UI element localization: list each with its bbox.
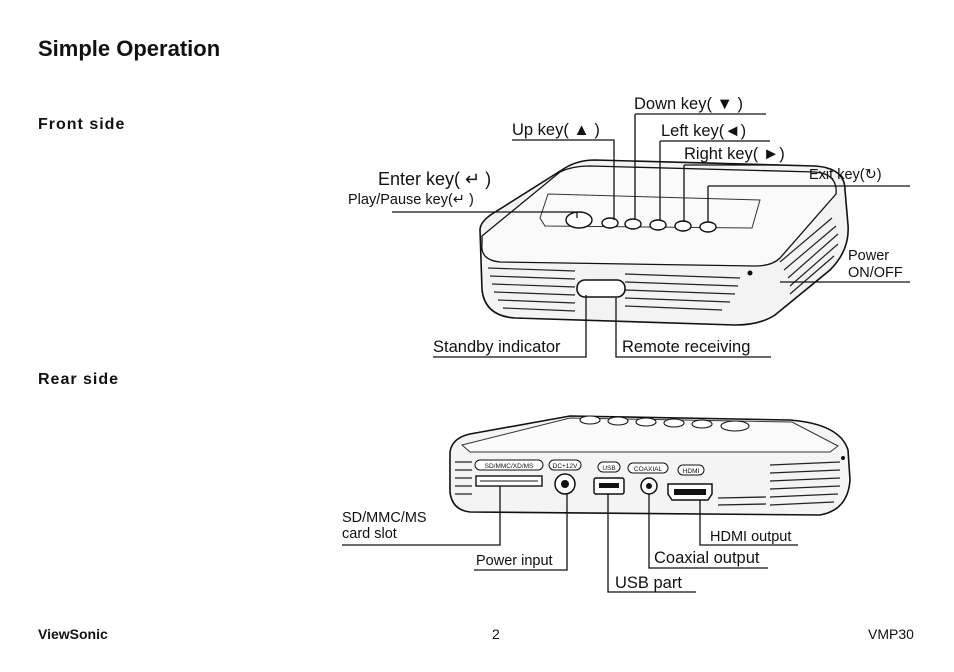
label-right-key: Right key( ►): [684, 145, 785, 163]
label-remote-receiving: Remote receiving: [622, 338, 751, 356]
label-down-key: Down key( ▼ ): [634, 95, 743, 113]
label-power-input: Power input: [476, 553, 553, 569]
front-device-illustration: [340, 90, 930, 360]
rear-device-illustration: [340, 405, 860, 600]
rear-mark-usb: USB: [602, 465, 616, 472]
page-title: Simple Operation: [38, 36, 221, 61]
section-heading-rear: Rear side: [38, 371, 120, 388]
rear-mark-coaxial: COAXIAL: [633, 466, 663, 473]
label-card-slot-line1: SD/MMC/MS: [342, 510, 427, 526]
section-heading-front: Front side: [38, 116, 126, 133]
front-ir-window: [577, 280, 625, 297]
rear-mark-hdmi: HDMI: [682, 468, 700, 475]
label-card-slot-line2: card slot: [342, 526, 397, 542]
label-coaxial-output: Coaxial output: [654, 549, 760, 567]
footer-model: VMP30: [868, 626, 914, 642]
label-left-key: Left key(◄): [661, 122, 747, 140]
label-play-pause-key: Play/Pause key(↵ ): [348, 192, 474, 208]
rear-mark-dc: DC+12V: [552, 463, 578, 470]
label-usb-part: USB part: [615, 574, 682, 592]
label-standby-indicator: Standby indicator: [433, 338, 561, 356]
label-power-line2: ON/OFF: [848, 265, 903, 281]
rear-mark-card: SD/MMC/XD/MS: [484, 463, 534, 470]
label-power-line1: Power: [848, 248, 890, 264]
label-exit-key: Exit key(↻): [809, 167, 882, 183]
footer-page-number: 2: [492, 626, 500, 642]
label-hdmi-output: HDMI output: [710, 529, 792, 545]
footer-brand: ViewSonic: [38, 626, 108, 642]
label-enter-key: Enter key( ↵ ): [378, 169, 492, 189]
front-device-top-face: [482, 166, 836, 266]
label-up-key: Up key( ▲ ): [512, 121, 600, 139]
